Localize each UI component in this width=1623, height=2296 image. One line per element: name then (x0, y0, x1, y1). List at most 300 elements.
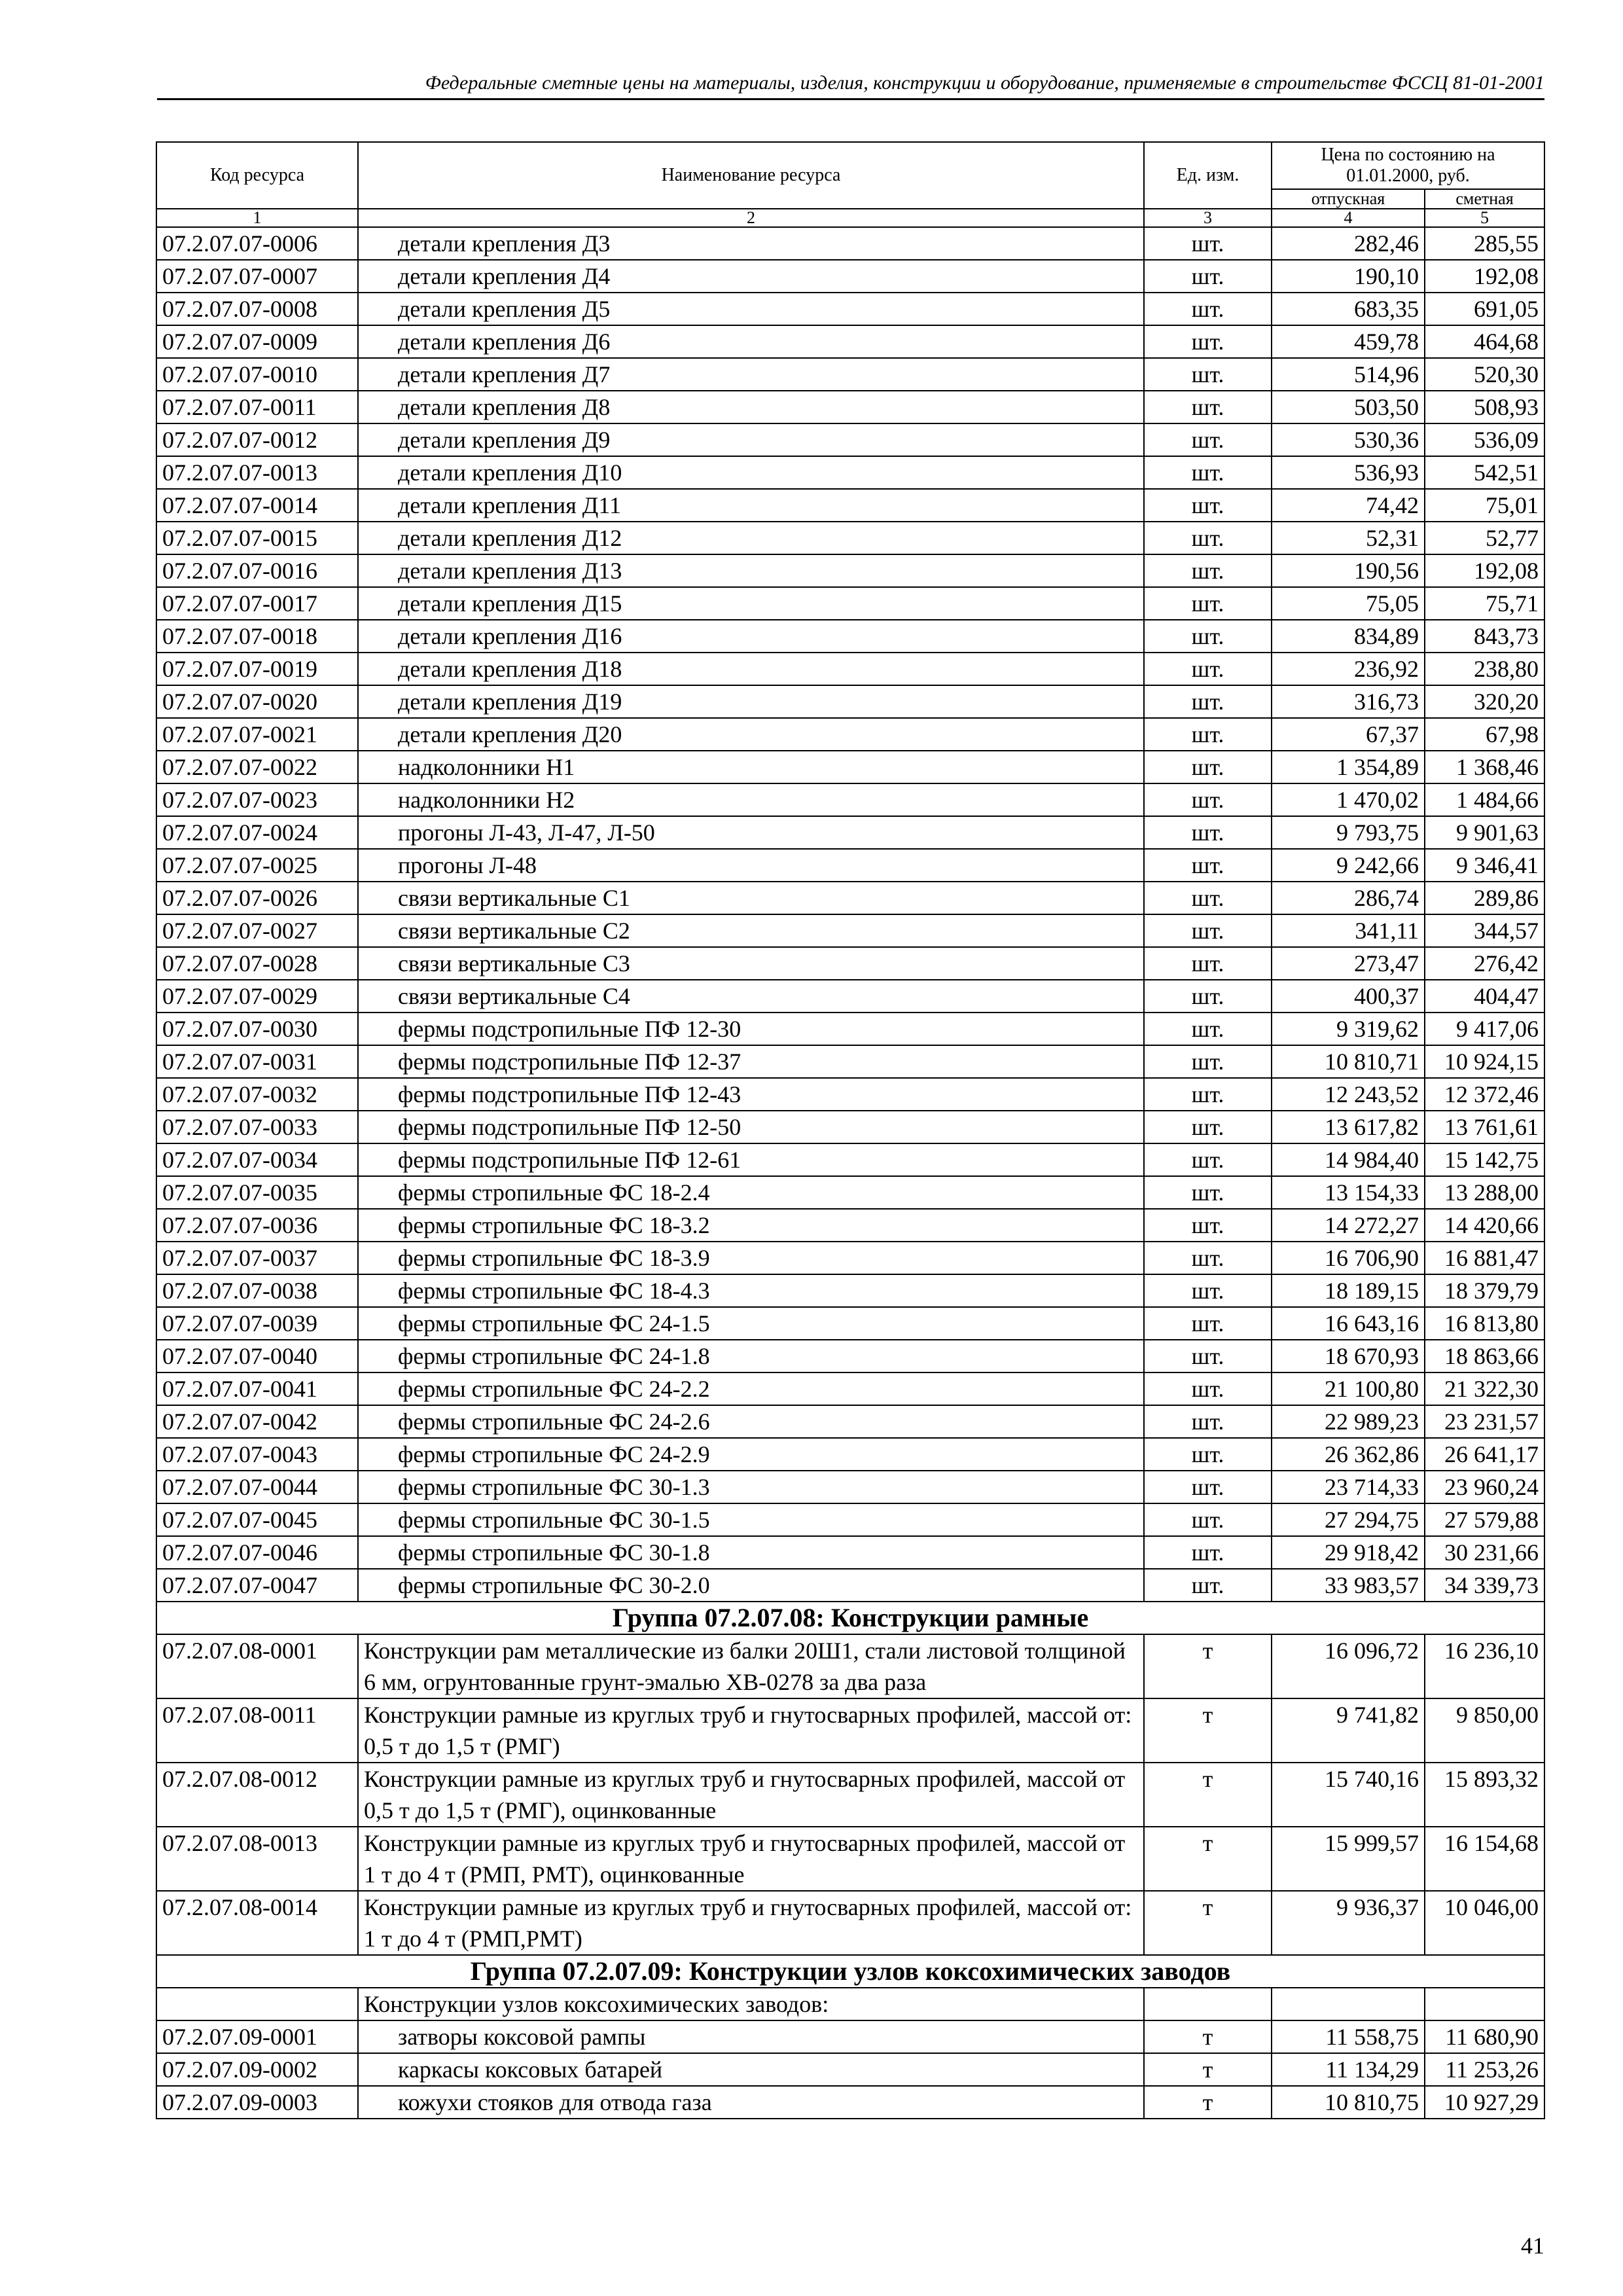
price-release: 9 936,37 (1272, 1891, 1425, 1955)
table-row (156, 914, 1544, 947)
price-estimate: 320,20 (1425, 685, 1544, 718)
resource-code: 07.2.07.07-0046 (156, 1536, 358, 1569)
col-header-price-estimate: сметная (1425, 189, 1544, 209)
group-heading-09-title: Группа 07.2.07.09: Конструкции узлов коксохимических заводов (156, 1955, 1544, 1988)
resource-name: детали крепления Д8 (358, 391, 1144, 423)
group-heading-08-title: Группа 07.2.07.08: Конструкции рамные (156, 1602, 1544, 1634)
resource-code: 07.2.07.07-0033 (156, 1111, 358, 1143)
resource-code: 07.2.07.09-0003 (156, 2086, 358, 2119)
resource-code: 07.2.07.07-0013 (156, 456, 358, 489)
resource-code: 07.2.07.08-0014 (156, 1891, 358, 1955)
price-release: 16 096,72 (1272, 1634, 1425, 1698)
resource-unit: т (1144, 1763, 1272, 1827)
resource-name: фермы стропильные ФС 30-1.5 (358, 1503, 1144, 1536)
price-estimate: 9 850,00 (1425, 1698, 1544, 1763)
table-row (156, 522, 1544, 554)
price-release: 27 294,75 (1272, 1503, 1425, 1536)
resource-code: 07.2.07.08-0013 (156, 1827, 358, 1891)
resource-unit: шт. (1144, 587, 1272, 620)
resource-unit: шт. (1144, 1078, 1272, 1111)
empty-cell (1425, 1988, 1544, 2020)
resource-code: 07.2.07.07-0026 (156, 882, 358, 914)
resource-name: детали крепления Д6 (358, 325, 1144, 358)
price-table-header (156, 142, 1544, 227)
resource-name: прогоны Л-43, Л-47, Л-50 (358, 816, 1144, 849)
resource-name: связи вертикальные С3 (358, 947, 1144, 980)
resource-code: 07.2.07.07-0042 (156, 1405, 358, 1438)
table-row (156, 751, 1544, 783)
price-release: 536,93 (1272, 456, 1425, 489)
price-release: 236,92 (1272, 653, 1425, 685)
resource-name: детали крепления Д10 (358, 456, 1144, 489)
resource-unit: шт. (1144, 227, 1272, 260)
resource-name: фермы подстропильные ПФ 12-30 (358, 1013, 1144, 1045)
price-estimate: 16 813,80 (1425, 1307, 1544, 1340)
table-row (156, 391, 1544, 423)
price-release: 29 918,42 (1272, 1536, 1425, 1569)
column-number-row (156, 209, 1544, 227)
resource-name: детали крепления Д20 (358, 718, 1144, 751)
resource-unit: шт. (1144, 456, 1272, 489)
resource-code: 07.2.07.07-0009 (156, 325, 358, 358)
resource-unit: шт. (1144, 423, 1272, 456)
resource-unit: шт. (1144, 1274, 1272, 1307)
resource-name: фермы стропильные ФС 18-2.4 (358, 1176, 1144, 1209)
price-estimate: 289,86 (1425, 882, 1544, 914)
resource-unit: шт. (1144, 1471, 1272, 1503)
resource-unit: шт. (1144, 783, 1272, 816)
resource-name: детали крепления Д11 (358, 489, 1144, 522)
price-estimate: 691,05 (1425, 293, 1544, 325)
resource-code: 07.2.07.07-0024 (156, 816, 358, 849)
resource-name: фермы подстропильные ПФ 12-61 (358, 1143, 1144, 1176)
resource-name: детали крепления Д5 (358, 293, 1144, 325)
price-estimate: 1 368,46 (1425, 751, 1544, 783)
resource-name: детали крепления Д18 (358, 653, 1144, 685)
resource-name: фермы стропильные ФС 24-2.2 (358, 1372, 1144, 1405)
table-row (156, 2020, 1544, 2053)
price-estimate: 9 346,41 (1425, 849, 1544, 882)
resource-code: 07.2.07.07-0017 (156, 587, 358, 620)
resource-name: детали крепления Д15 (358, 587, 1144, 620)
resource-code: 07.2.07.09-0001 (156, 2020, 358, 2053)
price-release: 400,37 (1272, 980, 1425, 1013)
price-release: 21 100,80 (1272, 1372, 1425, 1405)
price-estimate: 192,08 (1425, 260, 1544, 293)
resource-name: фермы подстропильные ПФ 12-43 (358, 1078, 1144, 1111)
table-row (156, 1143, 1544, 1176)
price-estimate: 10 927,29 (1425, 2086, 1544, 2119)
resource-name: прогоны Л-48 (358, 849, 1144, 882)
resource-name: фермы стропильные ФС 24-2.6 (358, 1405, 1144, 1438)
table-row (156, 1438, 1544, 1471)
resource-code: 07.2.07.07-0015 (156, 522, 358, 554)
resource-code: 07.2.07.07-0045 (156, 1503, 358, 1536)
price-estimate: 16 881,47 (1425, 1242, 1544, 1274)
resource-unit: шт. (1144, 1307, 1272, 1340)
col-header-price-release: отпускная (1272, 189, 1425, 209)
resource-code: 07.2.07.07-0037 (156, 1242, 358, 1274)
resource-unit: шт. (1144, 1143, 1272, 1176)
resource-code: 07.2.07.07-0021 (156, 718, 358, 751)
resource-name: фермы стропильные ФС 24-2.9 (358, 1438, 1144, 1471)
price-estimate: 285,55 (1425, 227, 1544, 260)
resource-code: 07.2.07.07-0032 (156, 1078, 358, 1111)
price-release: 10 810,75 (1272, 2086, 1425, 2119)
price-release: 13 154,33 (1272, 1176, 1425, 1209)
table-row (156, 1536, 1544, 1569)
price-estimate: 536,09 (1425, 423, 1544, 456)
price-estimate: 520,30 (1425, 358, 1544, 391)
col-header-unit: Ед. изм. (1144, 142, 1272, 209)
resource-unit: шт. (1144, 718, 1272, 751)
resource-name: фермы стропильные ФС 18-4.3 (358, 1274, 1144, 1307)
price-release: 1 354,89 (1272, 751, 1425, 783)
table-row (156, 1503, 1544, 1536)
resource-name: детали крепления Д9 (358, 423, 1144, 456)
table-row (156, 653, 1544, 685)
price-estimate: 542,51 (1425, 456, 1544, 489)
price-release: 15 999,57 (1272, 1827, 1425, 1891)
price-estimate: 843,73 (1425, 620, 1544, 653)
price-release: 23 714,33 (1272, 1471, 1425, 1503)
resource-unit: шт. (1144, 391, 1272, 423)
price-estimate: 16 236,10 (1425, 1634, 1544, 1698)
table-row (156, 1471, 1544, 1503)
price-estimate: 12 372,46 (1425, 1078, 1544, 1111)
table-row (156, 1209, 1544, 1242)
resource-code: 07.2.07.07-0043 (156, 1438, 358, 1471)
price-estimate: 9 417,06 (1425, 1013, 1544, 1045)
resource-name: фермы стропильные ФС 30-1.8 (358, 1536, 1144, 1569)
table-row (156, 1013, 1544, 1045)
price-estimate: 404,47 (1425, 980, 1544, 1013)
resource-name: фермы стропильные ФС 18-3.9 (358, 1242, 1144, 1274)
column-number: 1 (156, 209, 358, 227)
price-release: 75,05 (1272, 587, 1425, 620)
resource-code: 07.2.07.07-0029 (156, 980, 358, 1013)
resource-code: 07.2.07.07-0034 (156, 1143, 358, 1176)
price-release: 282,46 (1272, 227, 1425, 260)
price-release: 286,74 (1272, 882, 1425, 914)
price-release: 9 793,75 (1272, 816, 1425, 849)
price-release: 9 741,82 (1272, 1698, 1425, 1763)
price-estimate: 34 339,73 (1425, 1569, 1544, 1602)
table-row (156, 1698, 1544, 1763)
price-estimate: 10 924,15 (1425, 1045, 1544, 1078)
empty-cell (1272, 1988, 1425, 2020)
table-row (156, 325, 1544, 358)
price-release: 9 242,66 (1272, 849, 1425, 882)
resource-unit: т (1144, 1634, 1272, 1698)
resource-name: каркасы коксовых батарей (358, 2053, 1144, 2086)
resource-code: 07.2.07.07-0020 (156, 685, 358, 718)
price-release: 18 189,15 (1272, 1274, 1425, 1307)
price-release: 18 670,93 (1272, 1340, 1425, 1372)
resource-unit: шт. (1144, 1536, 1272, 1569)
table-row (156, 227, 1544, 260)
price-estimate: 276,42 (1425, 947, 1544, 980)
price-estimate: 13 761,61 (1425, 1111, 1544, 1143)
resource-code: 07.2.07.07-0008 (156, 293, 358, 325)
resource-unit: т (1144, 1827, 1272, 1891)
resource-name: детали крепления Д7 (358, 358, 1144, 391)
table-row (156, 620, 1544, 653)
resource-unit: шт. (1144, 358, 1272, 391)
resource-name: связи вертикальные С4 (358, 980, 1144, 1013)
resource-name: связи вертикальные С1 (358, 882, 1144, 914)
resource-name: детали крепления Д3 (358, 227, 1144, 260)
resource-code: 07.2.07.07-0012 (156, 423, 358, 456)
resource-code: 07.2.07.09-0002 (156, 2053, 358, 2086)
resource-code: 07.2.07.07-0047 (156, 1569, 358, 1602)
resource-code: 07.2.07.07-0022 (156, 751, 358, 783)
resource-name: затворы коксовой рампы (358, 2020, 1144, 2053)
resource-name: Конструкции рамные из круглых труб и гнутосварных профилей, массой от 1 т до 4 т (РМП, РМТ), оцинкованные (358, 1827, 1144, 1891)
price-release: 273,47 (1272, 947, 1425, 980)
price-release: 459,78 (1272, 325, 1425, 358)
price-estimate: 1 484,66 (1425, 783, 1544, 816)
resource-unit: шт. (1144, 1405, 1272, 1438)
price-estimate: 21 322,30 (1425, 1372, 1544, 1405)
price-release: 16 706,90 (1272, 1242, 1425, 1274)
resource-unit: шт. (1144, 816, 1272, 849)
resource-name: детали крепления Д16 (358, 620, 1144, 653)
column-number: 2 (358, 209, 1144, 227)
price-release: 67,37 (1272, 718, 1425, 751)
resource-name: Конструкции рамные из круглых труб и гнутосварных профилей, массой от: 0,5 т до 1,5 т (РМГ) (358, 1698, 1144, 1763)
column-number: 5 (1425, 209, 1544, 227)
resource-name: фермы подстропильные ПФ 12-37 (358, 1045, 1144, 1078)
price-table-body (156, 227, 1544, 2119)
resource-code: 07.2.07.07-0016 (156, 554, 358, 587)
resource-unit: шт. (1144, 1242, 1272, 1274)
resource-unit: шт. (1144, 620, 1272, 653)
resource-code: 07.2.07.07-0028 (156, 947, 358, 980)
resource-code: 07.2.07.07-0011 (156, 391, 358, 423)
col-header-name: Наименование ресурса (358, 142, 1144, 209)
running-header-title: Федеральные сметные цены на материалы, изделия, конструкции и оборудование, применяемые в строительстве ФССЦ 81-01-2001 (425, 72, 1544, 94)
price-release: 74,42 (1272, 489, 1425, 522)
price-estimate: 13 288,00 (1425, 1176, 1544, 1209)
resource-unit: шт. (1144, 1013, 1272, 1045)
table-row (156, 1045, 1544, 1078)
resource-name: кожухи стояков для отвода газа (358, 2086, 1144, 2119)
table-row (156, 2086, 1544, 2119)
price-estimate: 75,71 (1425, 587, 1544, 620)
price-estimate: 14 420,66 (1425, 1209, 1544, 1242)
resource-name: фермы стропильные ФС 30-1.3 (358, 1471, 1144, 1503)
table-row (156, 1307, 1544, 1340)
price-release: 52,31 (1272, 522, 1425, 554)
resource-unit: шт. (1144, 653, 1272, 685)
price-estimate: 27 579,88 (1425, 1503, 1544, 1536)
running-header (157, 72, 1544, 100)
price-release: 15 740,16 (1272, 1763, 1425, 1827)
price-estimate: 23 231,57 (1425, 1405, 1544, 1438)
table-row (156, 2053, 1544, 2086)
resource-name: Конструкции рамные из круглых труб и гнутосварных профилей, массой от 0,5 т до 1,5 т (РМГ), оцинкованные (358, 1763, 1144, 1827)
resource-name: фермы подстропильные ПФ 12-50 (358, 1111, 1144, 1143)
resource-unit: шт. (1144, 1569, 1272, 1602)
resource-code: 07.2.07.08-0012 (156, 1763, 358, 1827)
resource-name: надколонники Н1 (358, 751, 1144, 783)
column-number: 4 (1272, 209, 1425, 227)
table-row (156, 783, 1544, 816)
price-estimate: 15 893,32 (1425, 1763, 1544, 1827)
resource-unit: шт. (1144, 489, 1272, 522)
price-release: 341,11 (1272, 914, 1425, 947)
resource-unit: шт. (1144, 914, 1272, 947)
resource-name: детали крепления Д4 (358, 260, 1144, 293)
resource-unit: шт. (1144, 1438, 1272, 1471)
table-row (156, 718, 1544, 751)
empty-cell (1144, 1988, 1272, 2020)
table-row (156, 1242, 1544, 1274)
resource-unit: т (1144, 2020, 1272, 2053)
resource-unit: т (1144, 1698, 1272, 1763)
resource-code: 07.2.07.07-0019 (156, 653, 358, 685)
price-estimate: 464,68 (1425, 325, 1544, 358)
resource-unit: шт. (1144, 849, 1272, 882)
table-row (156, 849, 1544, 882)
price-estimate: 67,98 (1425, 718, 1544, 751)
resource-unit: шт. (1144, 293, 1272, 325)
price-release: 316,73 (1272, 685, 1425, 718)
resource-unit: шт. (1144, 1111, 1272, 1143)
table-row (156, 882, 1544, 914)
table-row (156, 587, 1544, 620)
resource-unit: шт. (1144, 1176, 1272, 1209)
group-heading-09 (156, 1955, 1544, 1988)
table-row (156, 1372, 1544, 1405)
price-release: 1 470,02 (1272, 783, 1425, 816)
price-release: 33 983,57 (1272, 1569, 1425, 1602)
table-row (156, 1891, 1544, 1955)
resource-code: 07.2.07.08-0011 (156, 1698, 358, 1763)
price-estimate: 508,93 (1425, 391, 1544, 423)
table-row (156, 260, 1544, 293)
price-release: 10 810,71 (1272, 1045, 1425, 1078)
resource-code: 07.2.07.07-0035 (156, 1176, 358, 1209)
price-release: 12 243,52 (1272, 1078, 1425, 1111)
price-estimate: 238,80 (1425, 653, 1544, 685)
table-row (156, 358, 1544, 391)
table-row (156, 1763, 1544, 1827)
resource-name: Конструкции рам металлические из балки 20Ш1, стали листовой толщиной 6 мм, огрунтованные грунт-эмалью ХВ-0278 за два раза (358, 1634, 1144, 1698)
column-number: 3 (1144, 209, 1272, 227)
price-estimate: 10 046,00 (1425, 1891, 1544, 1955)
resource-code: 07.2.07.07-0038 (156, 1274, 358, 1307)
table-row (156, 1274, 1544, 1307)
resource-unit: шт. (1144, 1045, 1272, 1078)
page-number: 41 (1521, 2233, 1544, 2259)
price-estimate: 9 901,63 (1425, 816, 1544, 849)
resource-code: 07.2.07.07-0044 (156, 1471, 358, 1503)
price-release: 190,10 (1272, 260, 1425, 293)
resource-code: 07.2.07.07-0014 (156, 489, 358, 522)
table-row (156, 293, 1544, 325)
table-row (156, 1634, 1544, 1698)
resource-name: фермы стропильные ФС 30-2.0 (358, 1569, 1144, 1602)
resource-unit: шт. (1144, 522, 1272, 554)
resource-code: 07.2.07.07-0010 (156, 358, 358, 391)
resource-code: 07.2.07.07-0036 (156, 1209, 358, 1242)
price-estimate: 30 231,66 (1425, 1536, 1544, 1569)
group-heading-08 (156, 1602, 1544, 1634)
price-release: 190,56 (1272, 554, 1425, 587)
price-estimate: 16 154,68 (1425, 1827, 1544, 1891)
table-row (156, 423, 1544, 456)
resource-unit: шт. (1144, 554, 1272, 587)
price-estimate: 18 379,79 (1425, 1274, 1544, 1307)
table-row (156, 1569, 1544, 1602)
resource-unit: шт. (1144, 1503, 1272, 1536)
table-row (156, 1078, 1544, 1111)
price-estimate: 11 680,90 (1425, 2020, 1544, 2053)
resource-name: детали крепления Д12 (358, 522, 1144, 554)
resource-code: 07.2.07.07-0027 (156, 914, 358, 947)
price-release: 11 134,29 (1272, 2053, 1425, 2086)
price-release: 14 272,27 (1272, 1209, 1425, 1242)
resource-name: детали крепления Д13 (358, 554, 1144, 587)
resource-code: 07.2.07.07-0031 (156, 1045, 358, 1078)
resource-code: 07.2.07.07-0018 (156, 620, 358, 653)
resource-unit: шт. (1144, 1372, 1272, 1405)
col-header-code: Код ресурса (156, 142, 358, 209)
resource-code: 07.2.07.07-0039 (156, 1307, 358, 1340)
table-row (156, 980, 1544, 1013)
resource-code: 07.2.07.07-0030 (156, 1013, 358, 1045)
price-estimate: 15 142,75 (1425, 1143, 1544, 1176)
resource-code: 07.2.07.07-0023 (156, 783, 358, 816)
price-release: 14 984,40 (1272, 1143, 1425, 1176)
price-estimate: 18 863,66 (1425, 1340, 1544, 1372)
resource-name: фермы стропильные ФС 24-1.8 (358, 1340, 1144, 1372)
resource-code: 07.2.07.07-0041 (156, 1372, 358, 1405)
price-release: 683,35 (1272, 293, 1425, 325)
table-row (156, 1111, 1544, 1143)
subheading-row (156, 1988, 1544, 2020)
subheading-text: Конструкции узлов коксохимических заводов: (358, 1988, 1144, 2020)
resource-unit: т (1144, 2086, 1272, 2119)
table-row (156, 1176, 1544, 1209)
resource-name: Конструкции рамные из круглых труб и гнутосварных профилей, массой от: 1 т до 4 т (РМП,РМТ) (358, 1891, 1144, 1955)
price-estimate: 52,77 (1425, 522, 1544, 554)
resource-unit: шт. (1144, 882, 1272, 914)
resource-name: фермы стропильные ФС 18-3.2 (358, 1209, 1144, 1242)
table-row (156, 947, 1544, 980)
table-row (156, 1405, 1544, 1438)
price-release: 514,96 (1272, 358, 1425, 391)
price-release: 834,89 (1272, 620, 1425, 653)
price-estimate: 23 960,24 (1425, 1471, 1544, 1503)
price-release: 13 617,82 (1272, 1111, 1425, 1143)
table-row (156, 554, 1544, 587)
price-table (156, 141, 1545, 2119)
price-release: 26 362,86 (1272, 1438, 1425, 1471)
resource-code: 07.2.07.07-0025 (156, 849, 358, 882)
resource-code: 07.2.07.07-0006 (156, 227, 358, 260)
resource-unit: шт. (1144, 1209, 1272, 1242)
table-row (156, 685, 1544, 718)
col-header-price-group: Цена по состоянию на 01.01.2000, руб. (1272, 142, 1544, 189)
resource-unit: шт. (1144, 325, 1272, 358)
resource-unit: шт. (1144, 260, 1272, 293)
resource-name: фермы стропильные ФС 24-1.5 (358, 1307, 1144, 1340)
resource-name: надколонники Н2 (358, 783, 1144, 816)
price-release: 9 319,62 (1272, 1013, 1425, 1045)
